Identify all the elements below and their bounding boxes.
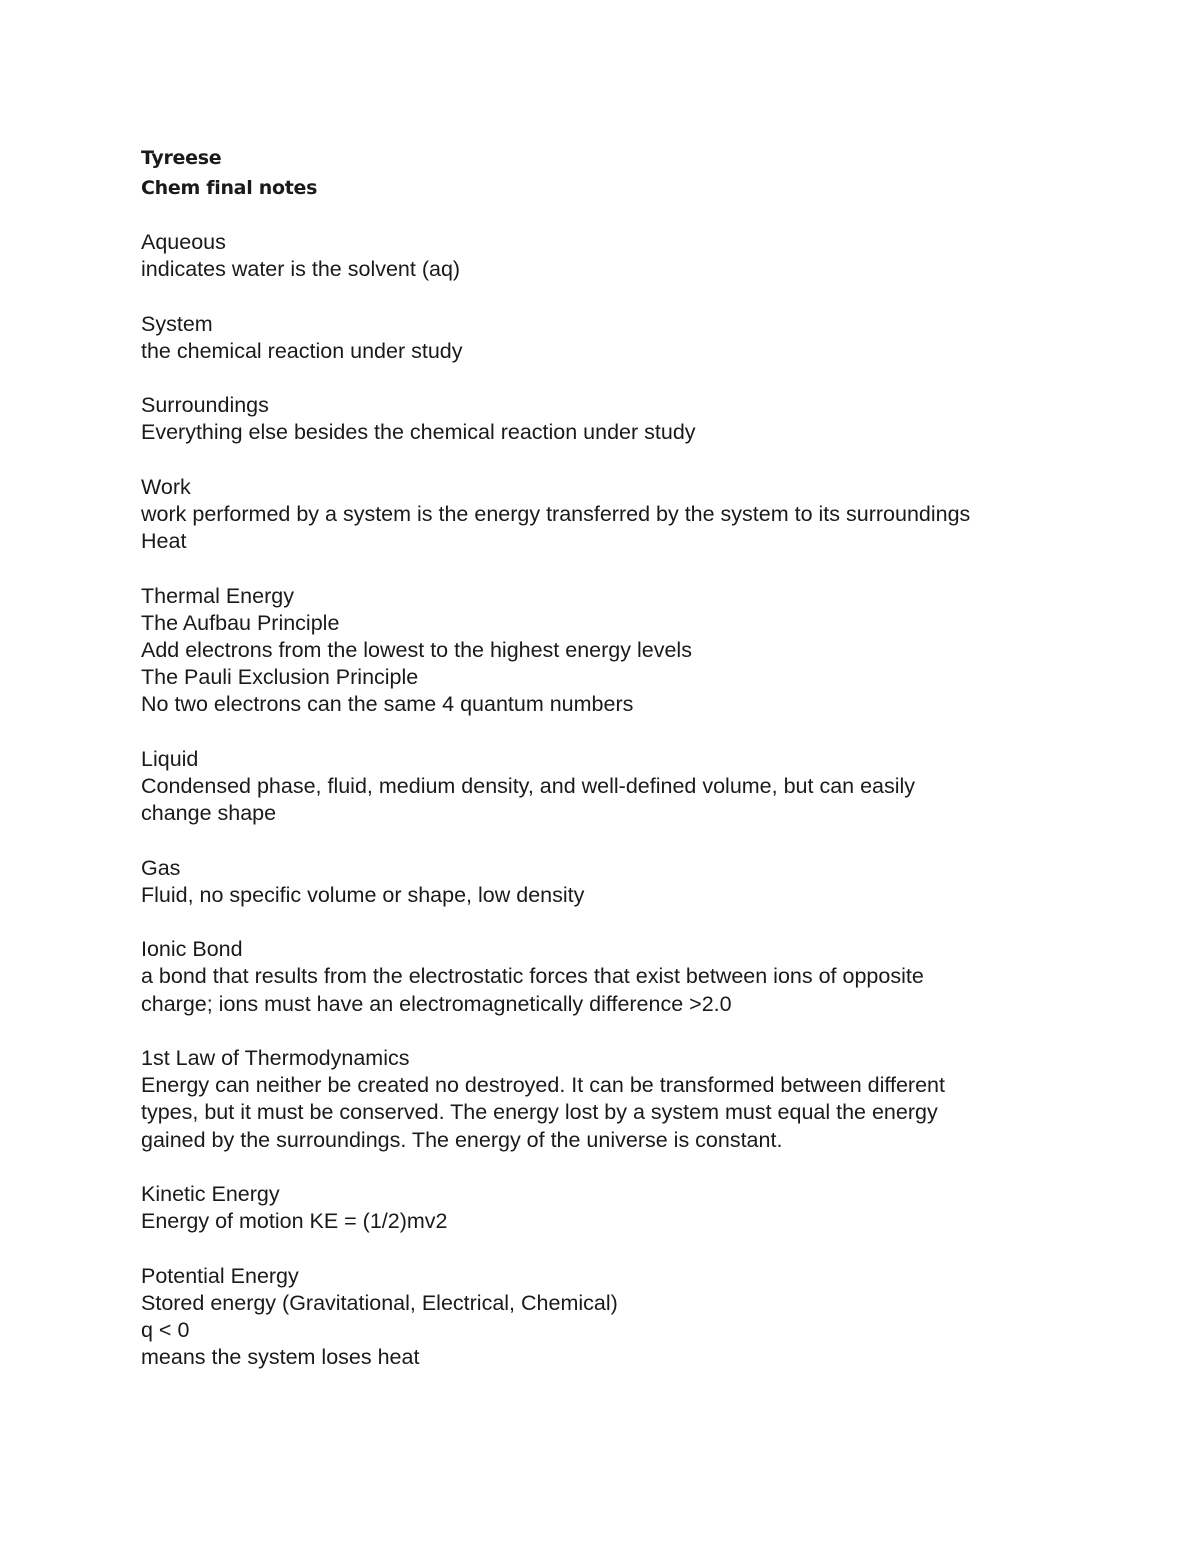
blank-line: [141, 283, 1101, 310]
note-line: indicates water is the solvent (aq): [141, 257, 461, 282]
note-line: The Aufbau Principle: [141, 610, 340, 635]
note-line: Thermal Energy: [141, 583, 294, 608]
document-header: [141, 143, 1101, 203]
blank-line: [141, 447, 1101, 474]
note-line: Energy can neither be created no destroyed. It can be transformed between different: [141, 1073, 945, 1098]
note-line: The Pauli Exclusion Principle: [141, 665, 419, 690]
note-line: work performed by a system is the energy transferred by the system to its surroundings: [141, 501, 971, 526]
blank-line: [141, 909, 1101, 936]
note-line: Gas: [141, 855, 181, 880]
note-line: a bond that results from the electrostatic forces that exist between ions of opposite: [141, 964, 924, 989]
note-line: gained by the surroundings. The energy of the universe is constant.: [141, 1127, 783, 1152]
note-line: the chemical reaction under study: [141, 338, 463, 363]
blank-line: [141, 1018, 1101, 1045]
note-line: Stored energy (Gravitational, Electrical, Chemical): [141, 1290, 618, 1315]
note-line: Aqueous: [141, 230, 226, 254]
note-line: Surroundings: [141, 393, 269, 418]
note-line: change shape: [141, 801, 277, 826]
note-line: q < 0: [141, 1317, 190, 1342]
author-name: Tyreese: [141, 147, 222, 169]
blank-line: [141, 1235, 1101, 1262]
note-line: Add electrons from the lowest to the highest energy levels: [141, 637, 692, 662]
note-line: Kinetic Energy: [141, 1181, 280, 1206]
notes-body: [141, 229, 1101, 1371]
note-line: types, but it must be conserved. The energy lost by a system must equal the energy: [141, 1100, 938, 1125]
note-line: charge; ions must have an electromagnetically difference >2.0: [141, 991, 732, 1016]
blank-line: [141, 555, 1101, 582]
blank-line: [141, 1154, 1101, 1181]
note-line: 1st Law of Thermodynamics: [141, 1045, 410, 1070]
note-line: Fluid, no specific volume or shape, low density: [141, 882, 585, 907]
note-line: Liquid: [141, 746, 199, 771]
blank-line: [141, 719, 1101, 746]
note-line: Potential Energy: [141, 1263, 299, 1288]
note-line: Condensed phase, fluid, medium density, and well-defined volume, but can easily: [141, 773, 916, 798]
note-line: Work: [141, 474, 191, 499]
blank-line: [141, 827, 1101, 854]
document-page: [141, 143, 1101, 1371]
note-line: Everything else besides the chemical reaction under study: [141, 420, 696, 445]
note-line: means the system loses heat: [141, 1345, 420, 1370]
blank-line: [141, 365, 1101, 392]
note-line: Ionic Bond: [141, 937, 243, 962]
note-line: Heat: [141, 529, 187, 554]
note-line: System: [141, 311, 213, 336]
document-title: Chem final notes: [141, 177, 318, 199]
note-line: Energy of motion KE = (1/2)mv2: [141, 1209, 448, 1234]
note-line: No two electrons can the same 4 quantum numbers: [141, 692, 634, 717]
